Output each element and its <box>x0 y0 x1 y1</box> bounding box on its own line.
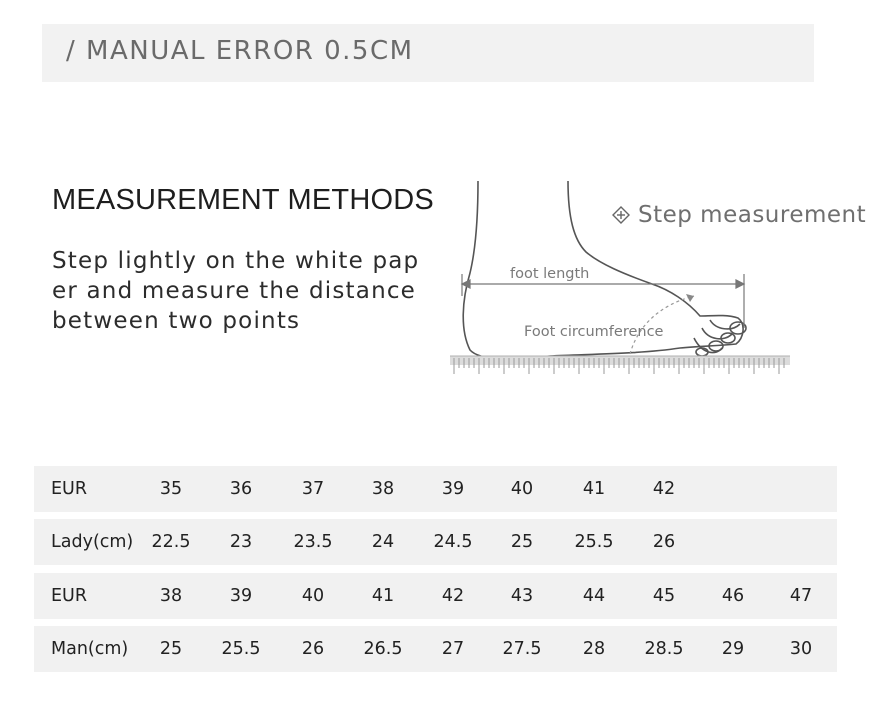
row-label: Lady(cm) <box>51 532 134 552</box>
size-cell: 45 <box>652 586 676 606</box>
size-cell: 42 <box>441 586 465 606</box>
size-cell: 30 <box>789 639 813 659</box>
description-line: Step lightly on the white pap <box>52 248 420 274</box>
size-cell: 43 <box>510 586 534 606</box>
arc-arrow <box>686 294 694 302</box>
size-cell: 44 <box>582 586 606 606</box>
size-cell: 42 <box>652 479 676 499</box>
size-cell: 23 <box>229 532 253 552</box>
description-line: er and measure the distance <box>52 278 417 304</box>
size-cell: 25.5 <box>574 532 614 552</box>
size-cell: 22.5 <box>151 532 191 552</box>
foot-circumference-label: Foot circumference <box>524 324 664 340</box>
step-measurement-text: Step measurement <box>638 202 867 228</box>
size-cell: 27 <box>441 639 465 659</box>
size-table-row <box>34 573 837 619</box>
size-table-row <box>34 466 837 512</box>
size-cell: 23.5 <box>293 532 333 552</box>
size-table-row <box>34 519 837 565</box>
size-cell: 28 <box>582 639 606 659</box>
size-cell: 46 <box>721 586 745 606</box>
step-measurement-label <box>612 202 866 228</box>
size-cell: 25 <box>159 639 183 659</box>
size-cell: 41 <box>582 479 606 499</box>
row-label: EUR <box>51 586 88 606</box>
size-cell: 40 <box>301 586 325 606</box>
size-cell: 35 <box>159 479 183 499</box>
size-cell: 28.5 <box>644 639 684 659</box>
size-cell: 26.5 <box>363 639 403 659</box>
measurement-description <box>52 246 432 336</box>
size-cell: 47 <box>789 586 813 606</box>
measurement-title: MEASUREMENT METHODS <box>52 184 434 216</box>
size-cell: 26 <box>652 532 676 552</box>
size-cell: 38 <box>159 586 183 606</box>
row-label: EUR <box>51 479 88 499</box>
description-line: between two points <box>52 308 301 334</box>
size-cell: 40 <box>510 479 534 499</box>
size-table-row <box>34 626 837 672</box>
foot-length-label: foot length <box>510 266 590 282</box>
size-cell: 27.5 <box>502 639 542 659</box>
size-cell: 29 <box>721 639 745 659</box>
size-cell: 25 <box>510 532 534 552</box>
size-cell: 41 <box>371 586 395 606</box>
diamond-plus-icon <box>612 205 630 227</box>
measure-line-length <box>462 274 744 328</box>
size-cell: 39 <box>229 586 253 606</box>
size-cell: 39 <box>441 479 465 499</box>
size-cell: 25.5 <box>221 639 261 659</box>
size-cell: 37 <box>301 479 325 499</box>
size-cell: 36 <box>229 479 253 499</box>
size-cell: 26 <box>301 639 325 659</box>
size-cell: 24 <box>371 532 395 552</box>
size-cell: 24.5 <box>433 532 473 552</box>
size-cell: 38 <box>371 479 395 499</box>
ruler <box>450 356 790 374</box>
banner-text: / MANUAL ERROR 0.5CM <box>66 36 414 66</box>
row-label: Man(cm) <box>51 639 129 659</box>
